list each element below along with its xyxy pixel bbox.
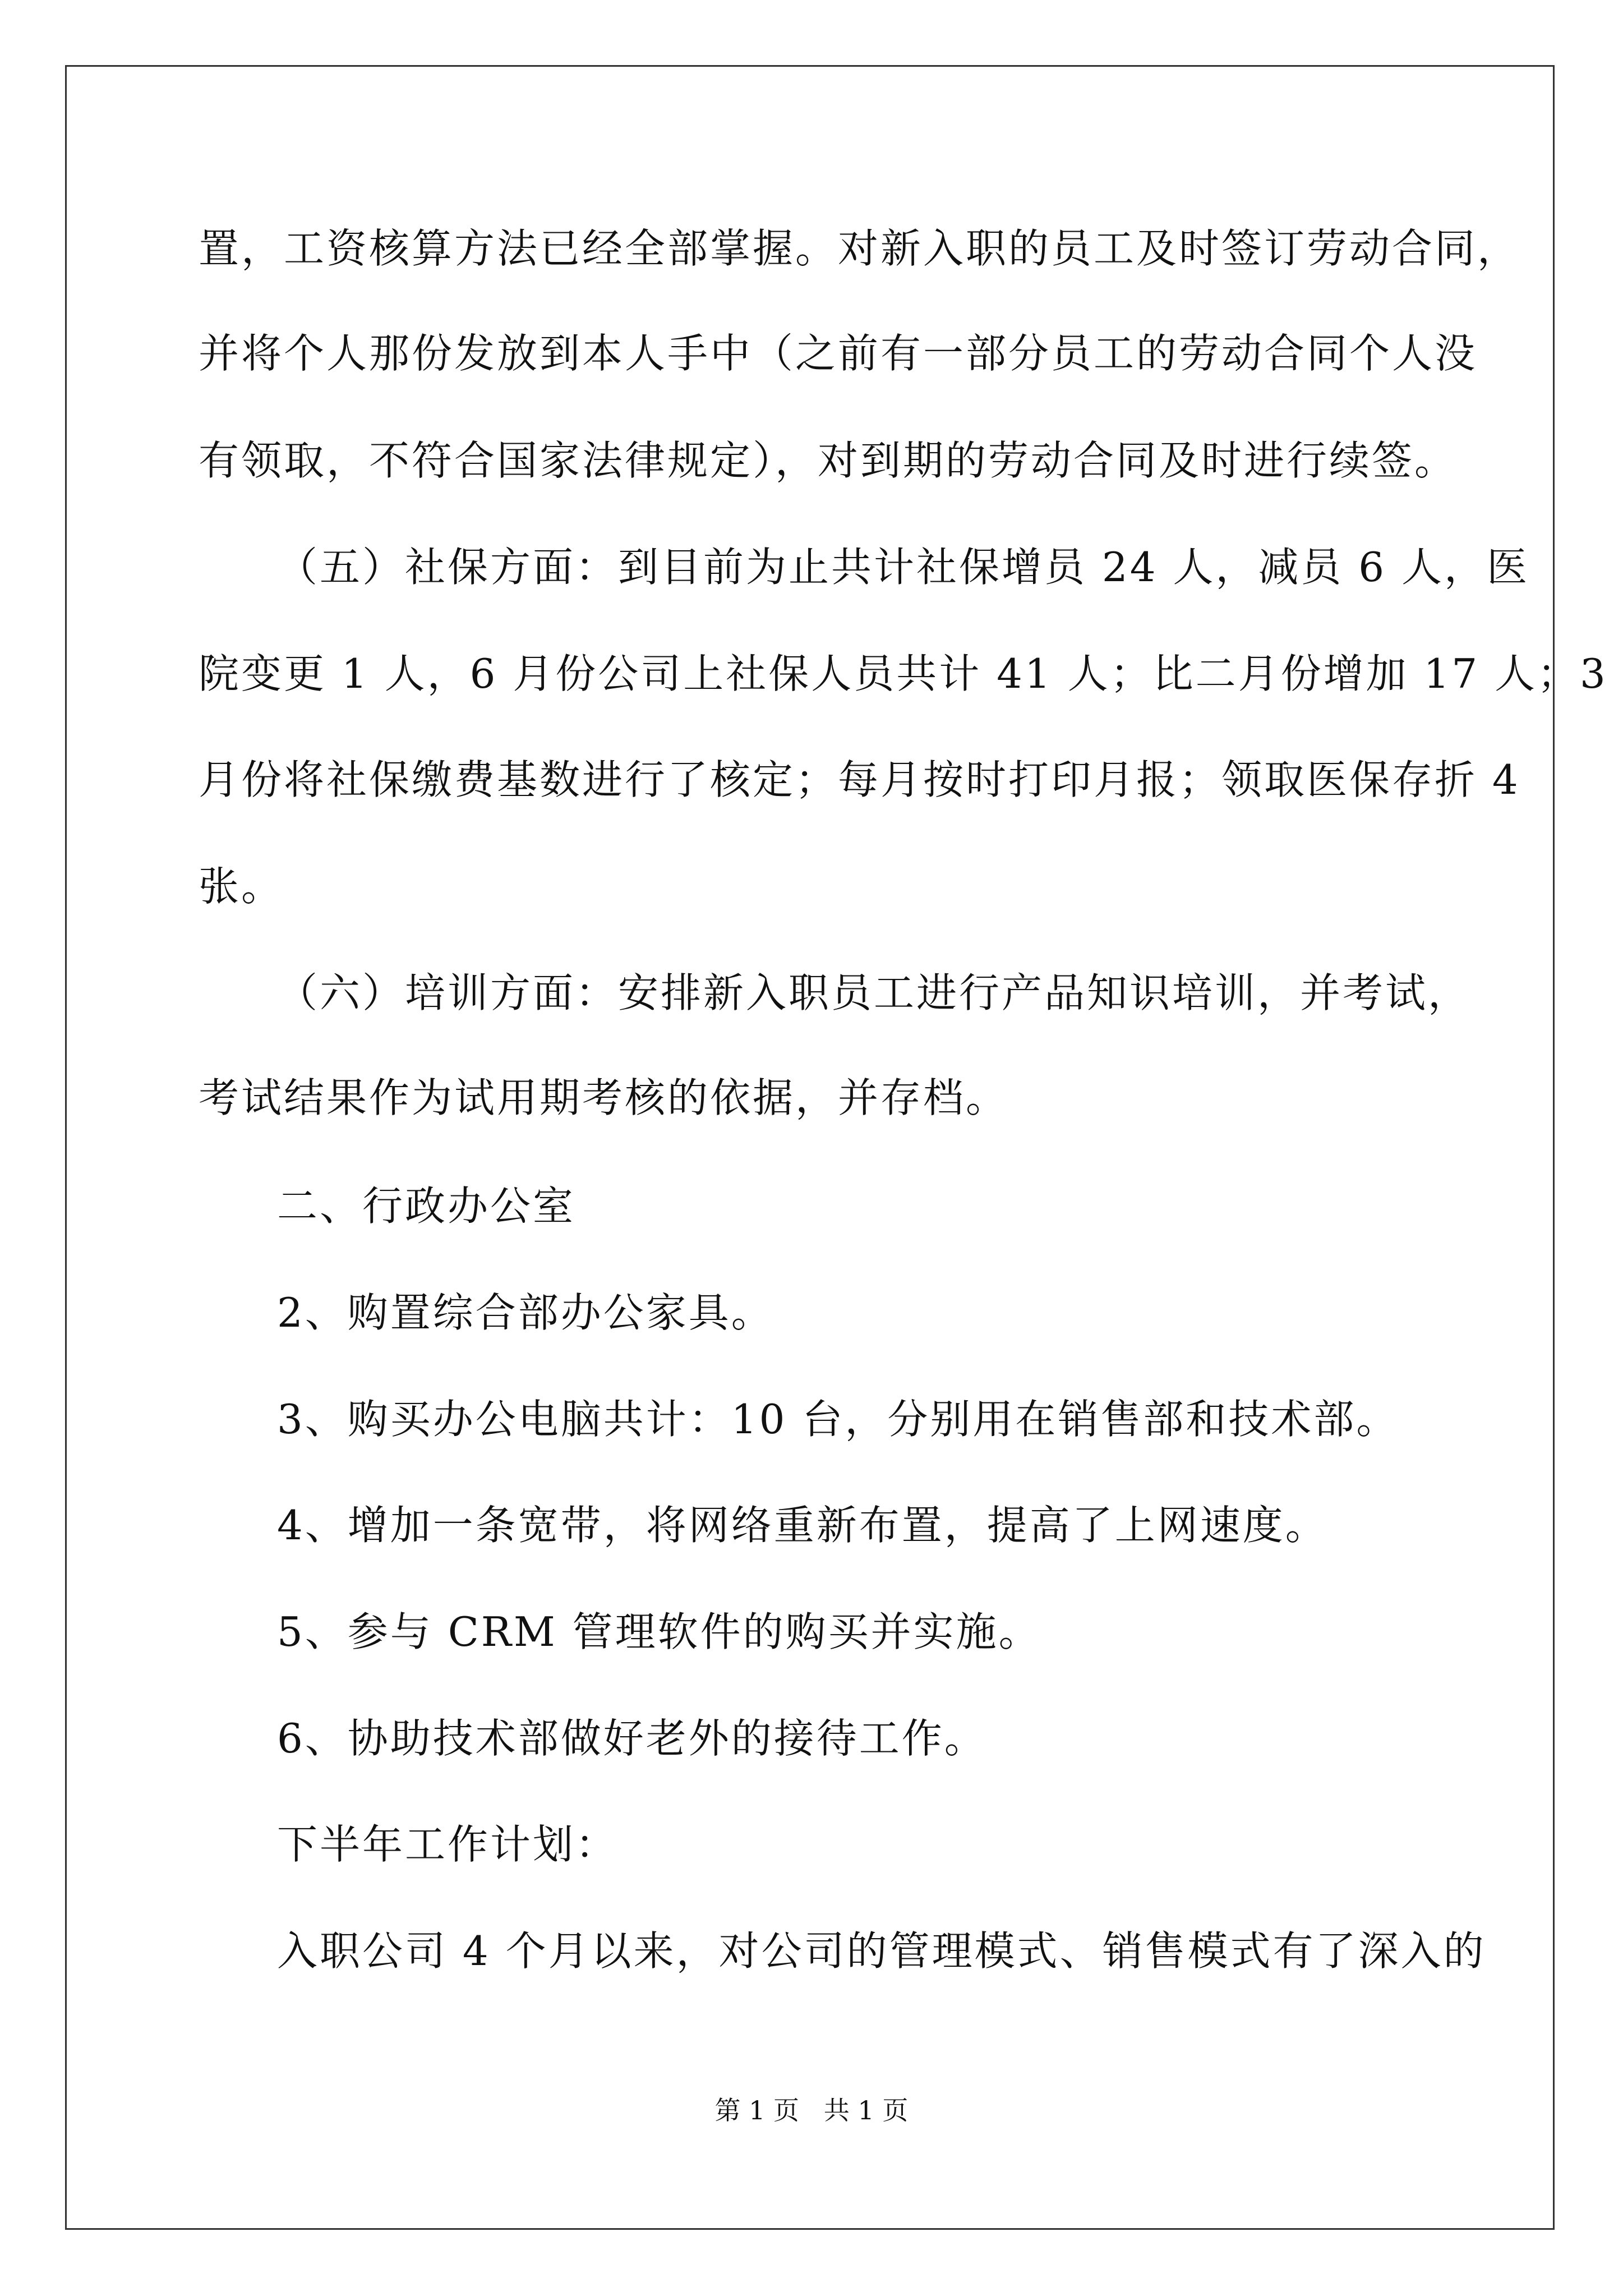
paragraph-line: 有领取，不符合国家法律规定），对到期的劳动合同及时进行续签。 bbox=[199, 437, 1458, 484]
section-heading: 二、行政办公室 bbox=[277, 1182, 576, 1230]
paragraph-line: 考试结果作为试用期考核的依据，并存档。 bbox=[199, 1074, 1009, 1121]
list-item: 6、协助技术部做好老外的接待工作。 bbox=[277, 1715, 987, 1762]
paragraph-line: 并将个人那份发放到本人手中（之前有一部分员工的劳动合同个人没 bbox=[199, 330, 1478, 377]
paragraph-line: 置，工资核算方法已经全部掌握。对新入职的员工及时签订劳动合同， bbox=[199, 225, 1520, 272]
paragraph-line: 张。 bbox=[199, 863, 284, 910]
paragraph-line: 月份将社保缴费基数进行了核定；每月按时打印月报；领取医保存折 4 bbox=[199, 756, 1520, 803]
list-item: 3、购买办公电脑共计：10 台，分别用在销售部和技术部。 bbox=[277, 1396, 1399, 1443]
paragraph-line: （五）社保方面：到目前为止共计社保增员 24 人，减员 6 人，医 bbox=[277, 544, 1529, 591]
page-border bbox=[65, 65, 1608, 2230]
section-heading: 下半年工作计划： bbox=[277, 1821, 619, 1868]
paragraph-line: 院变更 1 人，6 月份公司上社保人员共计 41 人；比二月份增加 17 人；3 bbox=[199, 650, 1608, 697]
paragraph-line: （六）培训方面：安排新入职员工进行产品知识培训，并考试， bbox=[277, 969, 1471, 1016]
list-item: 2、购置综合部办公家具。 bbox=[277, 1289, 774, 1336]
page-footer: 第 1 页 共 1 页 bbox=[714, 2095, 909, 2125]
list-item: 4、增加一条宽带，将网络重新布置，提高了上网速度。 bbox=[277, 1502, 1328, 1549]
list-item: 5、参与 CRM 管理软件的购买并实施。 bbox=[277, 1608, 1041, 1655]
paragraph-line: 入职公司 4 个月以来，对公司的管理模式、销售模式有了深入的 bbox=[277, 1927, 1486, 1975]
